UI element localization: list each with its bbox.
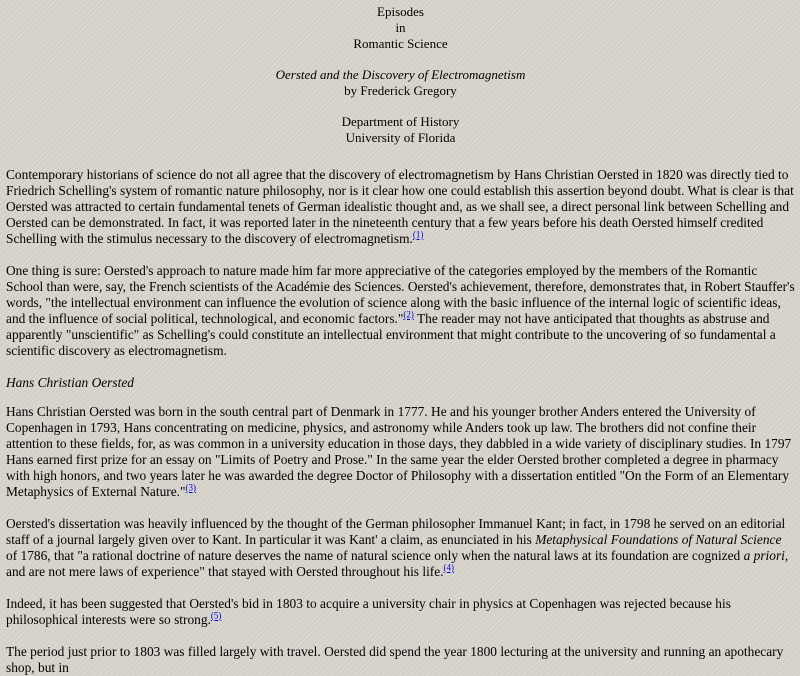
- paragraph-4: [6, 516, 795, 580]
- affiliation-block: [6, 114, 795, 146]
- paragraph-2-text-a: One thing is sure: Oersted's approach to nature made him far more appreciative of the categories employed by the members of the Romantic School than were, say, the French scientists of the Académie des Sciences. Oersted's achievement, therefore, demonstrates that, in Robert Stauffer's words, "the intellectual environment can influence the evolution of science along with the basic influence of the internal logic of scientific ideas, and the influence of social political, technological, and economic factors.": [6, 263, 795, 326]
- series-line-1: Episodes: [377, 4, 424, 19]
- paragraph-2-text-b: The reader may not have anticipated that thoughts as abstruse and apparently "unscientific" as Schelling's could constitute an intellectual environment that might contribute to the uncovering of so fundamental a scientific discovery as electromagnetism.: [6, 311, 776, 358]
- paragraph-5-text: Indeed, it has been suggested that Oersted's bid in 1803 to acquire a university chair in physics at Copenhagen was rejected because his philosophical interests were so strong.: [6, 596, 731, 627]
- paragraph-3-text: Hans Christian Oersted was born in the south central part of Denmark in 1777. He and his younger brother Anders entered the University of Copenhagen in 1793, Hans concentrating on medicine, physics, and astronomy while Anders took up law. The brothers did not confine their attention to these fields, for, as was common in a university education in those days, they dabbled in a wide variety of disciplinary studies. In 1797 Hans earned first prize for an essay on "Limits of Poetry and Prose." In the same year the elder Oersted brother completed a degree in pharmacy with high honors, and two years later he was awarded the degree Doctor of Philosophy with a dissertation entitled "On the Form of an Elementary Metaphysics of External Nature.": [6, 404, 792, 499]
- series-header: [6, 4, 795, 52]
- a-priori-term: a priori: [743, 548, 785, 563]
- series-line-2: in: [395, 20, 406, 35]
- series-line-3: Romantic Science: [353, 36, 448, 51]
- section-heading: Hans Christian Oersted: [6, 375, 134, 390]
- paragraph-1: [6, 167, 795, 247]
- university: University of Florida: [345, 130, 456, 145]
- book-title: Metaphysical Foundations of Natural Science: [535, 532, 782, 547]
- paragraph-1-text: Contemporary historians of science do not all agree that the discovery of electromagnetism by Hans Christian Oersted in 1820 was directly tied to Friedrich Schelling's system of romantic nature philosophy, nor is it clear how one could establish this assertion beyond doubt. What is clear is that Oersted was attracted to certain fundamental tenets of German idealistic thought and, as we shall see, a direct personal link between Schelling and Oersted can be demonstrated. In fact, it was reported later in the nineteenth century that a few years before his death Oersted himself credited Schelling with the stimulus necessary to the discovery of electromagnetism.: [6, 167, 794, 246]
- footnote-link-2[interactable]: (2): [403, 309, 414, 320]
- footnote-link-4[interactable]: (4): [443, 562, 455, 573]
- footnote-link-5[interactable]: (5): [210, 610, 222, 621]
- paragraph-5: [6, 596, 795, 628]
- title-block: [6, 67, 795, 99]
- author: by Frederick Gregory: [344, 83, 457, 98]
- footnote-link-1[interactable]: (1): [412, 229, 424, 240]
- paragraph-6: [6, 644, 795, 676]
- paragraph-2: [6, 263, 795, 359]
- article-title: Oersted and the Discovery of Electromagnetism: [275, 67, 526, 82]
- footnote-link-3[interactable]: (3): [185, 482, 196, 493]
- paragraph-3: [6, 404, 795, 500]
- paragraph-6-text: The period just prior to 1803 was filled largely with travel. Oersted did spend the year 1800 lecturing at the university and running an apothecary shop, but in: [6, 644, 784, 675]
- department: Department of History: [341, 114, 460, 129]
- paragraph-4-text-b: of 1786, that "a rational doctrine of nature deserves the name of natural science only when the natural laws at its foundation are cognized: [6, 548, 744, 563]
- paragraph-4-text-a: Oersted's dissertation was heavily influenced by the thought of the German philosopher Immanuel Kant; in fact, in 1798 he served on an editorial staff of a journal largely given over to Kant. In particular it was Kant' a claim, as enunciated in his: [6, 516, 786, 547]
- paragraph-4-text-c: , and are not mere laws of experience" that stayed with Oersted throughout his life.: [6, 548, 789, 579]
